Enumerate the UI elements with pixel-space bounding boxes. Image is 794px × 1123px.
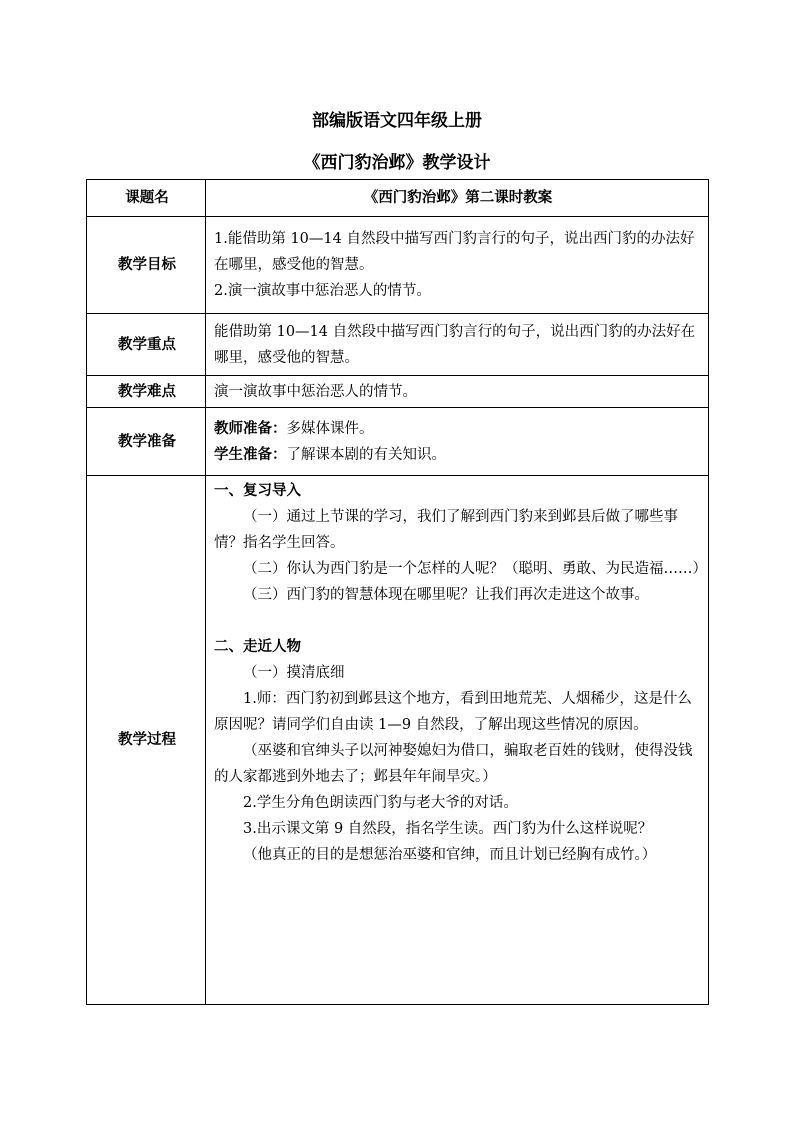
table-row-process — [87, 476, 709, 1005]
teacher-preparation-label: 教师准备： — [214, 419, 287, 437]
preparation-label: 教学准备 — [87, 408, 206, 476]
student-preparation-text: 了解课本剧的有关知识。 — [286, 446, 446, 463]
goals-label: 教学目标 — [87, 217, 206, 314]
section-2-title: 二、走近人物 — [214, 638, 301, 655]
section-2-paragraph-3: 2.学生分角色朗读西门豹与老大爷的对话。 — [243, 795, 518, 811]
lesson-plan-table — [86, 179, 709, 1005]
difficulties-text: 演一演故事中惩治恶人的情节。 — [206, 376, 709, 408]
section-1-paragraph-2: （二）你认为西门豹是一个怎样的人呢？（聪明、勇敢、为民造福……） — [243, 561, 707, 577]
document-subtitle: 《西门豹治邺》教学设计 — [303, 153, 491, 173]
table-row-topic — [87, 180, 709, 217]
blank-line — [214, 608, 702, 634]
section-2-paragraph-1: 1.师：西门豹初到邺县这个地方，看到田地荒芜、人烟稀少，这是什么原因呢？请同学们自由读 1—9 自然段，了解出现这些情况的原因。 — [214, 691, 692, 733]
goal-2: 2.演一演故事中惩治恶人的情节。 — [214, 283, 431, 299]
goal-1: 1.能借助第 10—14 自然段中描写西门豹言行的句子，说出西门豹的办法好在哪里，感受他的智慧。 — [214, 231, 695, 273]
section-2-paragraph-4: 3.出示课文第 9 自然段，指名学生读。西门豹为什么这样说呢？ — [243, 821, 653, 837]
section-2-paragraph-5: （他真正的目的是想惩治巫婆和官绅，而且计划已经胸有成竹。） — [243, 847, 657, 863]
table-row-key-points — [87, 314, 709, 376]
goals-cell — [206, 217, 709, 314]
section-2-subtitle-1: （一）摸清底细 — [243, 665, 345, 681]
section-1-title: 一、复习导入 — [214, 482, 301, 499]
table-row-preparation — [87, 408, 709, 476]
teacher-preparation — [214, 416, 702, 442]
preparation-cell — [206, 408, 709, 476]
key-points-label: 教学重点 — [87, 314, 206, 376]
student-preparation-label: 学生准备： — [214, 445, 287, 463]
section-1-paragraph-1: （一）通过上节课的学习，我们了解到西门豹来到邺县后做了哪些事情？指名学生回答。 — [214, 509, 678, 551]
difficulties-label: 教学难点 — [87, 376, 206, 408]
topic-value: 《西门豹治邺》第二课时教案 — [206, 180, 709, 217]
document-title: 部编版语文四年级上册 — [312, 111, 482, 131]
table-row-goals — [87, 217, 709, 314]
process-cell — [206, 476, 709, 1005]
process-label: 教学过程 — [87, 476, 206, 1005]
table-row-difficulties — [87, 376, 709, 408]
student-preparation — [214, 442, 702, 468]
teacher-preparation-text: 多媒体课件。 — [286, 420, 374, 437]
topic-label: 课题名 — [87, 180, 206, 217]
section-2-paragraph-2: （巫婆和官绅头子以河神娶媳妇为借口，骗取老百姓的钱财，使得没钱的人家都逃到外地去了；邺县年年闹旱灾。） — [214, 743, 693, 785]
section-1-paragraph-3: （三）西门豹的智慧体现在哪里呢？让我们再次走进这个故事。 — [243, 587, 649, 603]
key-points-text: 能借助第 10—14 自然段中描写西门豹言行的句子，说出西门豹的办法好在哪里，感受他的智慧。 — [206, 314, 709, 376]
